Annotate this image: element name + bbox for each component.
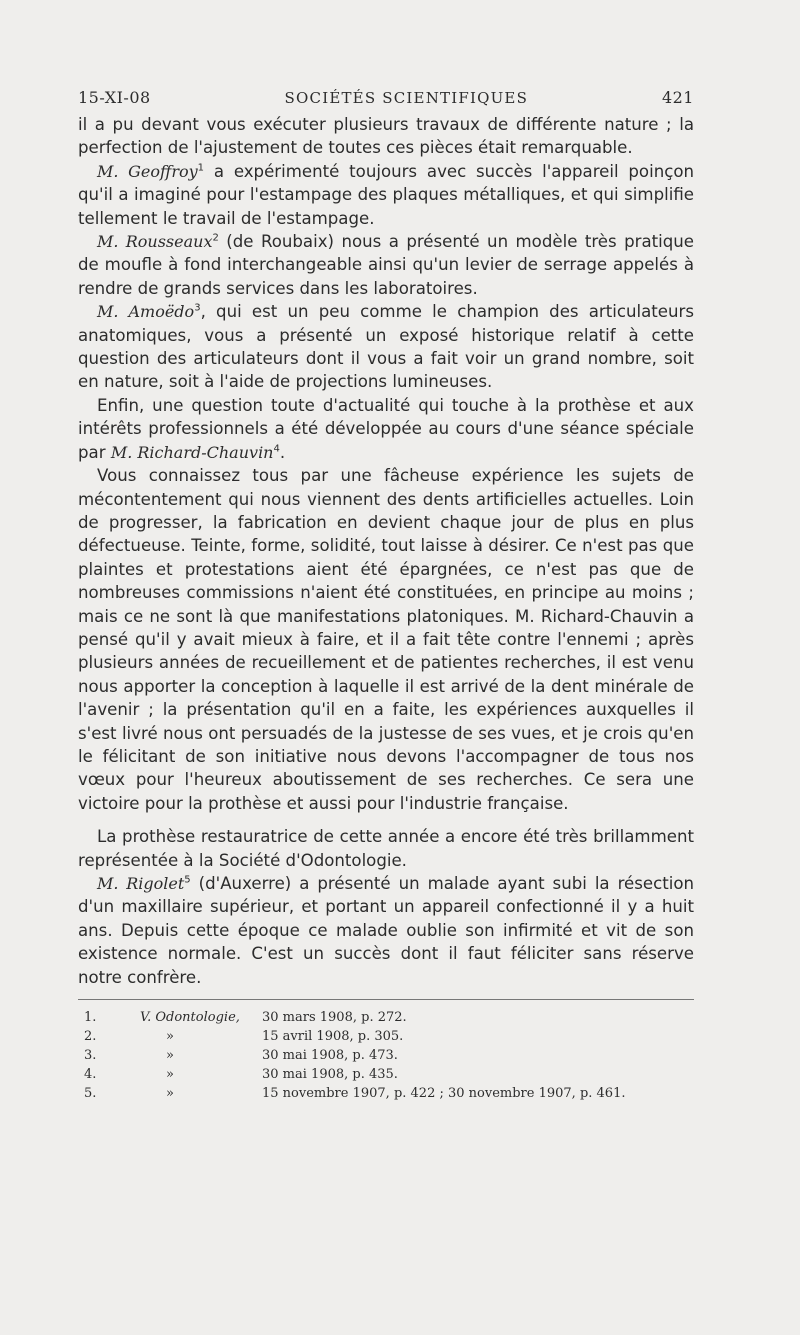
paragraph-geoffroy — [78, 160, 694, 230]
page — [78, 88, 694, 1103]
paragraph-text: , qui est un peu comme le champion des articulateurs anatomiques, vous a présenté un exposé historique relatif à cette question des articulateurs dont il vous a fait voir un grand nombre, soit en nature, soit à l'aide de projections lumineuses. — [78, 302, 694, 392]
person-name: M. Richard-Chauvin — [110, 442, 274, 462]
footnote-reference: 15 novembre 1907, p. 422 ; 30 novembre 1907, p. 461. — [262, 1086, 626, 1102]
footnote-item — [78, 1084, 694, 1103]
paragraph-enfin — [78, 394, 694, 464]
footnote-ref: 2 — [212, 232, 219, 244]
paragraph-rigolet — [78, 872, 694, 989]
paragraph-1 — [78, 113, 694, 160]
footnote-item — [78, 1065, 694, 1084]
footnote-item — [78, 1008, 694, 1027]
footnote-number: 3. — [84, 1048, 97, 1064]
footnote-source: » — [166, 1048, 174, 1064]
paragraph-text: il a pu devant vous exécuter plusieurs travaux de différente nature ; la perfection de l'ajustement de toutes ces pièces était remarquable. — [78, 115, 694, 158]
footnotes — [78, 1008, 694, 1103]
paragraph-text: a expérimenté toujours avec succès l'appareil poinçon qu'il a imaginé pour l'estampage des plaques métalliques, et qui simplifie tellement le travail de l'estampage. — [78, 161, 694, 228]
paragraph-text: Vous connaissez tous par une fâcheuse expérience les sujets de mécontentement qui nous viennent des dents artificielles actuelles. Loin de progresser, la fabrication en devient chaque jour de plus en plus défectueuse. Teinte, forme, solidité, tout laisse à désirer. Ce n'est pas que plaintes et protestations aient été épargnées, ce n'est pas que de nombreuses commissions n'aient été constituées, en principe au moins ; mais ce ne sont là que manifestations platoniques. M. Richard-Chauvin a pensé qu'il y avait mieux à faire, et il a fait tête contre l'ennemi ; après plusieurs années de recueillement et de patientes recherches, il est venu nous apporter la conception à laquelle il est arrivé de la dent minérale de l'avenir ; la présentation qu'il en a faite, les expériences auxquelles il s'est livré nous ont persuadés de la justesse de ses vues, et je crois qu'en le félicitant de son initiative nous devons l'accompagner de tous nos vœux pour l'heureux aboutissement de ses recherches. Ce sera une victoire pour la prothèse et aussi pour l'industrie française. — [78, 466, 694, 813]
paragraph-text: . — [279, 442, 286, 462]
footnote-reference: 30 mars 1908, p. 272. — [262, 1010, 407, 1026]
footnote-item — [78, 1027, 694, 1046]
person-name: M. Amoëdo — [97, 302, 195, 322]
footnote-source: V. Odontologie, — [140, 1010, 240, 1026]
footnote-source: » — [166, 1067, 174, 1083]
paragraph-prothese — [78, 825, 694, 872]
person-name: M. Geoffroy — [97, 161, 198, 181]
running-header — [78, 88, 694, 107]
header-date: 15-XI-08 — [78, 88, 151, 107]
footnote-source: » — [166, 1029, 174, 1045]
page-number: 421 — [661, 88, 694, 107]
footnote-number: 2. — [84, 1029, 97, 1045]
paragraph-richard-chauvin — [78, 464, 694, 815]
footnote-reference: 30 mai 1908, p. 435. — [262, 1067, 398, 1083]
paragraph-text: (de Roubaix) nous a présenté un modèle très pratique de moufle à fond interchangeable ainsi qu'un levier de serrage appelés à rendre de grands services dans les laboratoires. — [78, 232, 694, 298]
footnote-item — [78, 1046, 694, 1065]
footnote-ref: 4 — [273, 443, 280, 455]
footnote-source: » — [166, 1086, 174, 1102]
footnote-number: 4. — [84, 1067, 97, 1083]
footnote-reference: 30 mai 1908, p. 473. — [262, 1048, 398, 1064]
footnote-ref: 5 — [184, 874, 191, 886]
person-name: M. Rousseaux — [97, 232, 213, 252]
paragraph-amoedo — [78, 300, 694, 394]
footnote-divider — [78, 999, 694, 1000]
footnote-number: 1. — [84, 1010, 97, 1026]
footnote-ref: 1 — [197, 162, 205, 174]
header-title: SOCIÉTÉS SCIENTIFIQUES — [284, 89, 529, 107]
paragraph-rousseaux — [78, 230, 694, 300]
footnote-ref: 3 — [194, 302, 201, 314]
paragraph-text: Enfin, une question toute d'actualité qui touche à la prothèse et aux intérêts professionnels a été développée au cours d'une séance spéciale par — [78, 395, 694, 462]
paragraph-text: La prothèse restauratrice de cette année a encore été très brillamment représentée à la Société d'Odontologie. — [78, 827, 694, 870]
person-name: M. Rigolet — [97, 874, 185, 893]
paragraph-text: (d'Auxerre) a présenté un malade ayant subi la résection d'un maxillaire supérieur, et portant un appareil confectionné il y a huit ans. Depuis cette époque ce malade oublie son infirmité et vit de son existence normale. C'est un succès dont il faut féliciter sans réserve notre confrère. — [78, 874, 694, 987]
footnote-reference: 15 avril 1908, p. 305. — [262, 1029, 404, 1045]
footnote-number: 5. — [84, 1086, 97, 1102]
